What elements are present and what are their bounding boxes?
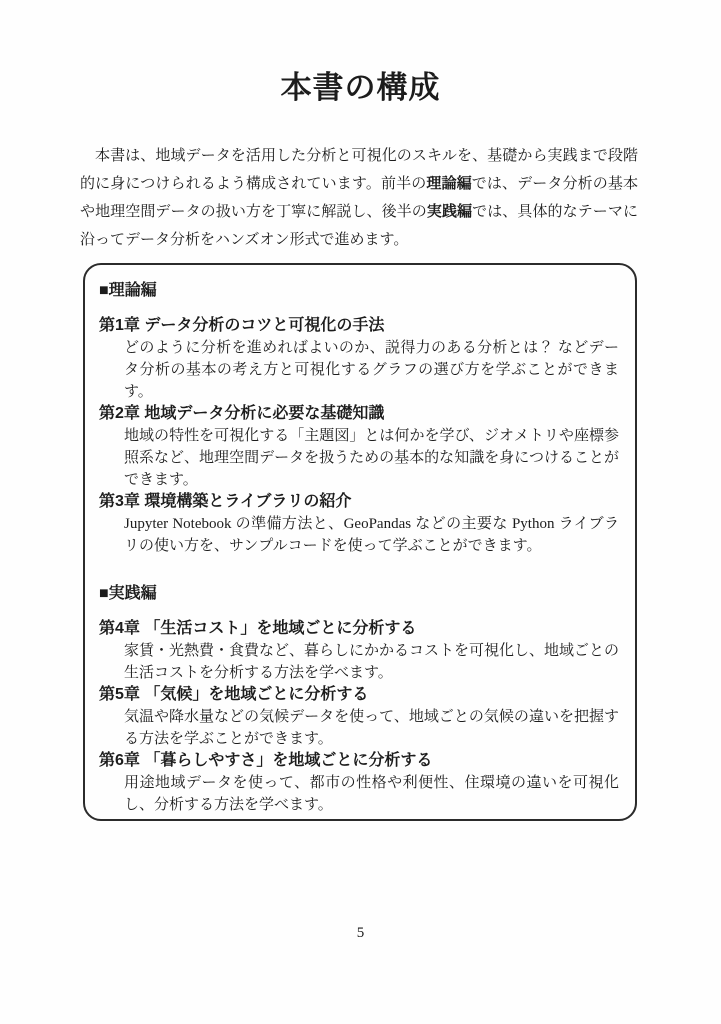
intro-segment: 本書は、地域データを活用した分析と可視化のスキルを、基礎から実践まで段階的に身につけられるよう構成されています。前半の (80, 148, 638, 192)
toc-box (83, 263, 637, 821)
chapter-2 (99, 403, 619, 491)
section-theory (99, 280, 619, 557)
intro-paragraph (80, 142, 638, 254)
intro-bold-theory-label: 理論編 (426, 175, 472, 192)
chapter-3 (99, 491, 619, 557)
section-heading-practice: ■実践編 (99, 585, 157, 602)
chapter-5-title: 第5章 「気候」を地域ごとに分析する (99, 686, 369, 703)
page-title: 本書の構成 (280, 70, 441, 105)
intro-bold-practice-label: 実践編 (426, 203, 473, 220)
intro-segment: では、データ分析の基本や地理空間データの扱い方を丁寧に解説し、後半の (80, 176, 638, 220)
chapter-2-title: 第2章 地域データ分析に必要な基礎知識 (99, 405, 385, 422)
chapter-5-description: 気温や降水量などの気候データを使って、地域ごとの気候の違いを把握する方法を学ぶことができます。 (124, 709, 619, 747)
page-number: 5 (356, 925, 365, 941)
chapter-6-title: 第6章 「暮らしやすさ」を地域ごとに分析する (99, 752, 433, 769)
chapter-1-description: どのように分析を進めればよいのか、説得力のある分析とは？ などデータ分析の基本の考え方と可視化するグラフの選び方を学ぶことができます。 (124, 340, 619, 400)
chapter-3-title: 第3章 環境構築とライブラリの紹介 (99, 493, 352, 510)
chapter-3-description: Jupyter Notebook の準備方法と、GeoPandas などの主要な Python ライブラリの使い方を、サンプルコードを使って学ぶことができます。 (124, 516, 619, 554)
intro-segment: では、具体的なテーマに沿ってデータ分析をハンズオン形式で進めます。 (80, 204, 638, 248)
chapter-5 (99, 684, 619, 750)
chapter-6-description: 用途地域データを使って、都市の性格や利便性、住環境の違いを可視化し、分析する方法を学べます。 (124, 775, 619, 813)
chapter-1 (99, 315, 619, 403)
chapter-1-title: 第1章 データ分析のコツと可視化の手法 (99, 317, 385, 334)
chapter-4 (99, 618, 619, 684)
chapter-2-description: 地域の特性を可視化する「主題図」とは何かを学び、ジオメトリや座標参照系など、地理空間データを扱うための基本的な知識を身につけることができます。 (124, 428, 619, 488)
chapter-4-title: 第4章 「生活コスト」を地域ごとに分析する (99, 620, 417, 637)
chapter-6 (99, 750, 619, 816)
chapter-4-description: 家賃・光熱費・食費など、暮らしにかかるコストを可視化し、地域ごとの生活コストを分析する方法を学べます。 (124, 643, 620, 681)
section-practice (99, 583, 619, 816)
section-heading-theory: ■理論編 (99, 282, 157, 299)
